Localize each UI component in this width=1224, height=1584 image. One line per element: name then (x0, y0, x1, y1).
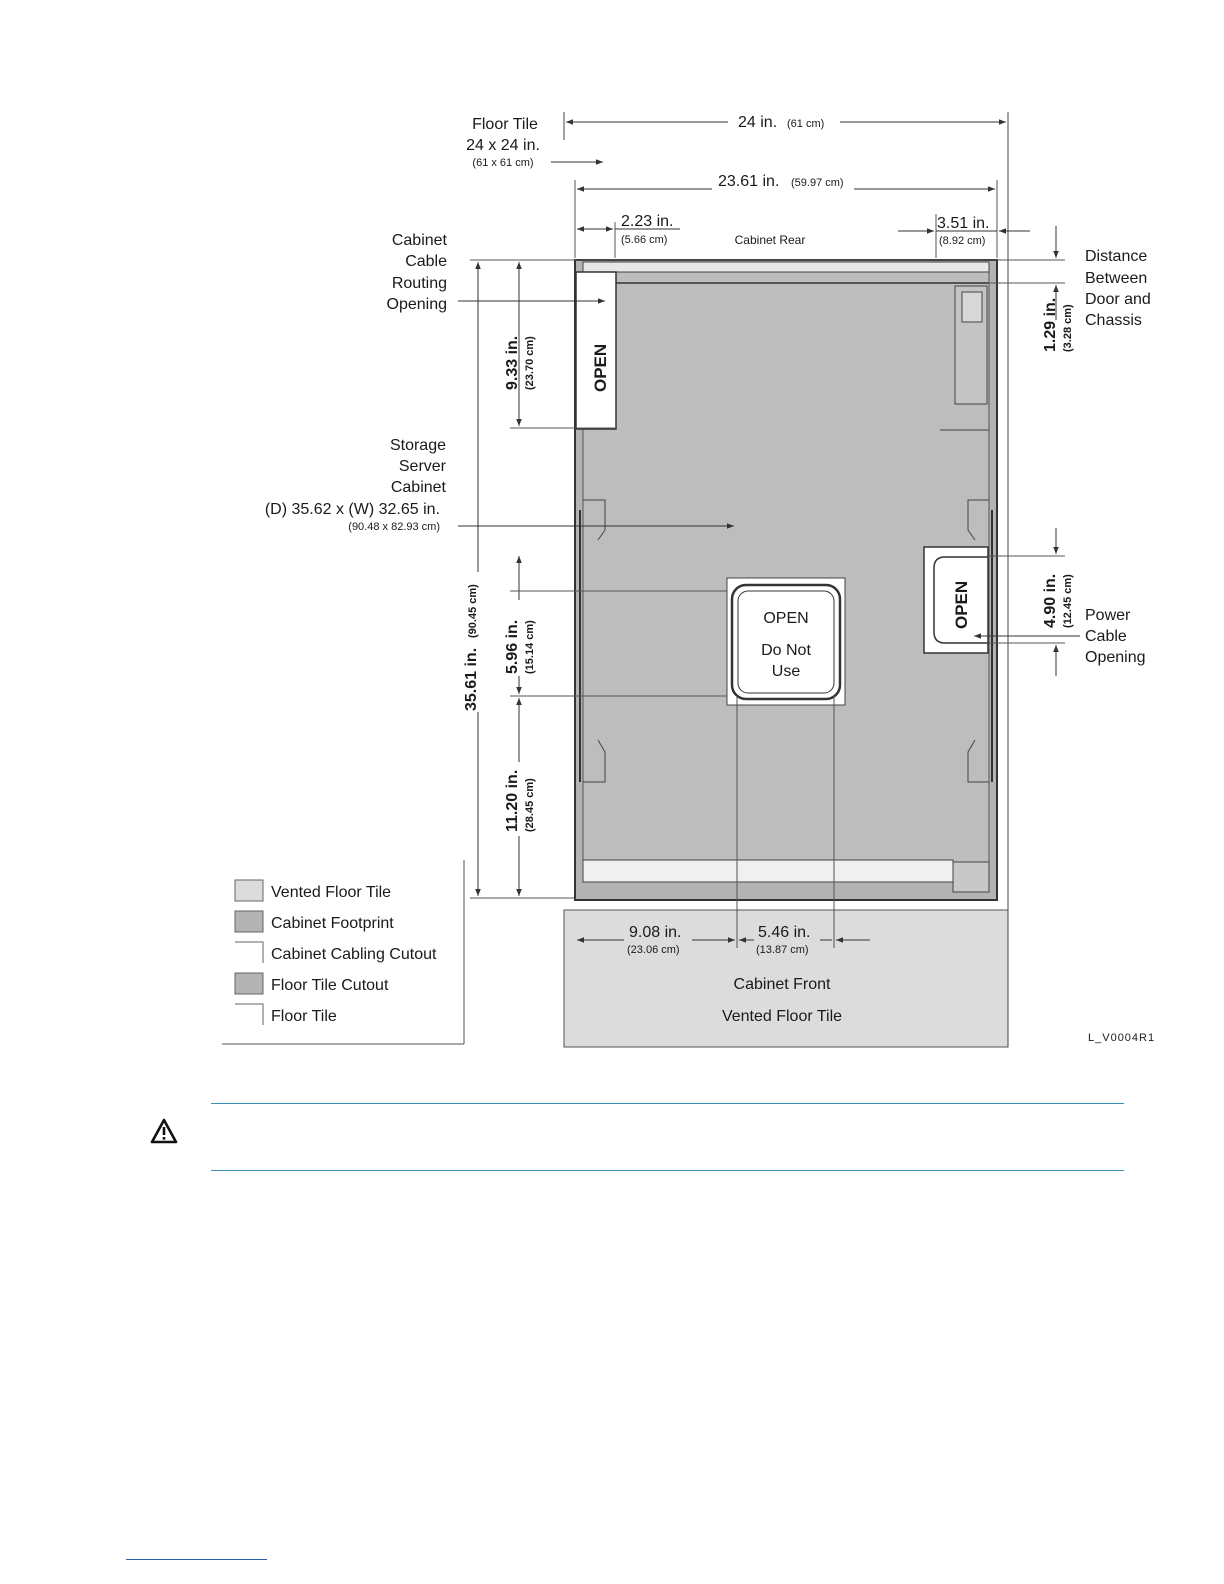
rear-chassis-detail (962, 292, 982, 322)
floor-tile-metric: (61 x 61 cm) (472, 157, 534, 169)
caution-rule-top (211, 1103, 1124, 1104)
center-open-line2: Do Not (761, 642, 811, 659)
floor-tile-label: Floor Tile (472, 116, 538, 133)
dim-5-46in: 5.46 in. (758, 924, 811, 941)
cabinet-front-label: Cabinet Front (733, 976, 831, 993)
dim-5-46in-metric: (13.87 cm) (756, 944, 809, 956)
open-label-left: OPEN (591, 343, 610, 392)
footnote-rule (126, 1559, 267, 1560)
storage-label-3: Cabinet (390, 479, 446, 496)
dim-5-96in: 5.96 in. (504, 619, 521, 674)
legend-swatch-vented-floor-tile (235, 880, 263, 901)
rear-door-strip (583, 262, 989, 272)
legend-label-cabinet-cabling-cutout: Cabinet Cabling Cutout (271, 946, 437, 963)
vented-floor-tile-label: Vented Floor Tile (721, 1008, 843, 1025)
power-label-1: Power (1085, 607, 1131, 624)
open-label-right: OPEN (952, 580, 971, 629)
storage-label-2: Server (398, 458, 446, 475)
dim-3-51in-metric: (8.92 cm) (939, 235, 986, 247)
dim-24in: 24 in. (738, 114, 778, 131)
center-open-line3: Use (771, 663, 801, 680)
dim-9-33in-metric: (23.70 cm) (524, 336, 536, 390)
legend-label-vented-floor-tile: Vented Floor Tile (271, 884, 392, 901)
storage-label-4: (D) 35.62 x (W) 32.65 in. (264, 501, 440, 518)
caution-rule-bottom (211, 1170, 1124, 1171)
dim-4-90in-metric: (12.45 cm) (1062, 574, 1074, 628)
legend-swatch-cabinet-footprint (235, 911, 263, 932)
dim-2-23in-metric: (5.66 cm) (621, 234, 668, 246)
distance-label-4: Chassis (1085, 312, 1142, 329)
legend-swatch-floor-tile (235, 1004, 263, 1025)
distance-label-3: Door and (1085, 291, 1151, 308)
cabinet-rear-label: Cabinet Rear (734, 233, 806, 247)
dim-11-20in: 11.20 in. (504, 769, 521, 832)
center-open-line1: OPEN (763, 610, 809, 627)
dim-9-08in: 9.08 in. (629, 924, 682, 941)
dim-4-90in: 4.90 in. (1042, 573, 1059, 628)
cable-routing-label-2: Cable (405, 253, 447, 270)
legend (222, 860, 464, 1044)
dim-9-33in: 9.33 in. (504, 335, 521, 390)
dim-1-29in: 1.29 in. (1042, 297, 1059, 352)
dim-3-51in: 3.51 in. (937, 215, 990, 232)
legend-label-floor-tile-cutout: Floor Tile Cutout (271, 977, 389, 994)
warning-triangle-icon (150, 1118, 178, 1144)
cable-routing-label-1: Cabinet (391, 232, 447, 249)
storage-label-1: Storage (389, 437, 446, 454)
front-corner (953, 862, 989, 892)
cable-routing-label-4: Opening (386, 296, 447, 313)
cable-routing-label-3: Routing (391, 275, 447, 292)
legend-label-cabinet-footprint: Cabinet Footprint (271, 915, 394, 932)
front-door-strip (583, 860, 953, 882)
dim-2-23in: 2.23 in. (621, 213, 674, 230)
legend-swatch-cabinet-cabling-cutout (235, 942, 263, 963)
dim-11-20in-metric: (28.45 cm) (524, 778, 536, 832)
dim-5-96in-metric: (15.14 cm) (524, 620, 536, 674)
dim-23-61in: 23.61 in. (718, 173, 780, 190)
distance-label-1: Distance (1085, 248, 1148, 265)
legend-label-floor-tile: Floor Tile (271, 1008, 337, 1025)
figure-id: L_V0004R1 (1088, 1032, 1156, 1044)
dim-35-61in: 35.61 in. (463, 647, 480, 711)
dim-24in-metric: (61 cm) (787, 118, 825, 130)
dim-1-29in-metric: (3.28 cm) (1062, 304, 1074, 352)
power-label-3: Opening (1085, 649, 1146, 666)
dim-9-08in-metric: (23.06 cm) (627, 944, 680, 956)
distance-label-2: Between (1085, 270, 1148, 287)
dim-23-61in-metric: (59.97 cm) (791, 177, 844, 189)
storage-metric: (90.48 x 82.93 cm) (348, 521, 440, 533)
legend-swatch-floor-tile-cutout (235, 973, 263, 994)
floor-tile-size: 24 x 24 in. (466, 137, 540, 154)
dim-35-61in-metric: (90.45 cm) (467, 584, 479, 638)
power-label-2: Cable (1085, 628, 1127, 645)
